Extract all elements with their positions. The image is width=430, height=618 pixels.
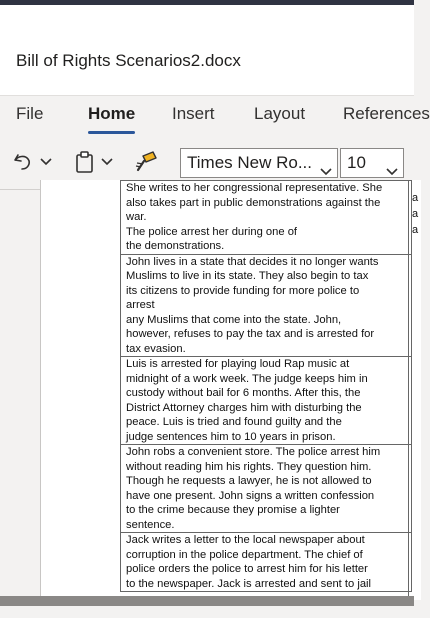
scenario-line: custody without bail for 6 months. After this, the bbox=[126, 387, 361, 399]
document-page[interactable] bbox=[40, 180, 421, 600]
scenario-line: to the newspaper. Jack is arrested and sent to jail bbox=[126, 577, 372, 590]
scenario-line: have one present. John signs a written confession bbox=[126, 489, 375, 502]
scenario-line: without reading him his rights. They question him. bbox=[126, 460, 372, 473]
scenario-cell[interactable] bbox=[121, 445, 412, 533]
document-title[interactable]: Bill of Rights Scenarios2.docx bbox=[16, 51, 241, 70]
ribbon-tabs bbox=[0, 96, 430, 136]
table-row bbox=[121, 254, 412, 357]
scenario-cell[interactable] bbox=[121, 181, 412, 255]
font-size-value: 10 bbox=[347, 153, 366, 172]
scenario-line: John robs a convenient store. The police arrest him bbox=[126, 446, 381, 458]
format-painter-icon[interactable] bbox=[132, 149, 160, 175]
adjacent-column-fragment: a bbox=[412, 192, 419, 204]
scenario-line: Jack writes a letter to the local newspaper about bbox=[126, 534, 365, 546]
adjacent-column bbox=[408, 180, 429, 600]
font-name-value: Times New Ro... bbox=[187, 153, 313, 172]
scenario-cell[interactable] bbox=[121, 357, 412, 445]
scenario-line: arrest bbox=[126, 299, 155, 311]
tab-home[interactable]: Home bbox=[88, 104, 136, 123]
scenario-line: tax evasion. bbox=[126, 342, 186, 355]
scenario-line: also takes part in public demonstrations against the bbox=[126, 196, 381, 209]
status-strip bbox=[0, 606, 414, 618]
adjacent-column-fragment: a bbox=[412, 224, 419, 236]
font-size-dropdown[interactable] bbox=[340, 148, 404, 178]
scenario-line: however, refuses to pay the tax and is arrested for bbox=[126, 328, 375, 340]
scenario-line: midnight of a work week. The judge keeps him in bbox=[126, 372, 368, 385]
scenario-line: peace. Luis is tried and found guilty and the bbox=[126, 416, 342, 428]
scenario-line: sentence. bbox=[126, 518, 175, 531]
scenario-line: to the crime because they promise a lighter bbox=[126, 504, 340, 516]
undo-dropdown-chevron-icon[interactable] bbox=[38, 149, 54, 175]
scenario-line: the demonstrations. bbox=[126, 240, 225, 252]
scenario-line: Luis is arrested for playing loud Rap music at bbox=[126, 358, 350, 370]
scenario-line: John lives in a state that decides it no longer wants bbox=[126, 255, 379, 268]
scenarios-table bbox=[120, 180, 412, 592]
scenario-line: District Attorney charges him with disturbing the bbox=[126, 401, 362, 414]
document-canvas[interactable] bbox=[0, 182, 419, 596]
scenario-cell[interactable] bbox=[121, 254, 412, 357]
adjacent-column-fragment: a bbox=[412, 208, 419, 220]
tab-insert[interactable]: Insert bbox=[172, 104, 215, 123]
clipboard-icon[interactable] bbox=[72, 149, 98, 175]
table-row bbox=[121, 181, 412, 255]
scenario-line: The police arrest her during one of bbox=[126, 225, 298, 238]
undo-icon[interactable] bbox=[10, 149, 36, 175]
active-tab-indicator bbox=[88, 131, 135, 134]
scenario-cell[interactable] bbox=[121, 533, 412, 592]
scenario-line: Muslims to live in its state. They also begin to tax bbox=[126, 270, 369, 282]
paste-dropdown-chevron-icon[interactable] bbox=[99, 149, 115, 175]
title-bar bbox=[0, 5, 414, 96]
bottom-scroll-bar[interactable] bbox=[0, 596, 414, 606]
font-name-dropdown[interactable] bbox=[180, 148, 338, 178]
scenario-line: Though he requests a lawyer, he is not allowed to bbox=[126, 475, 372, 487]
tab-references[interactable]: References bbox=[343, 104, 430, 123]
scenario-line: judge sentences him to 10 years in prison. bbox=[126, 430, 336, 443]
table-row bbox=[121, 533, 412, 592]
table-row bbox=[121, 357, 412, 445]
tab-file[interactable]: File bbox=[16, 104, 44, 123]
scenario-line: any Muslims that come into the state. John, bbox=[126, 313, 342, 326]
tab-layout[interactable]: Layout bbox=[254, 104, 306, 123]
table-row bbox=[121, 445, 412, 533]
scenario-line: war. bbox=[126, 211, 147, 223]
scenario-line: corruption in the police department. The chief of bbox=[126, 548, 363, 561]
scenario-line: police orders the police to arrest him for his letter bbox=[126, 563, 368, 575]
scenario-line: She writes to her congressional representative. She bbox=[126, 182, 383, 194]
scenario-line: its citizens to provide funding for more police to bbox=[126, 284, 360, 297]
